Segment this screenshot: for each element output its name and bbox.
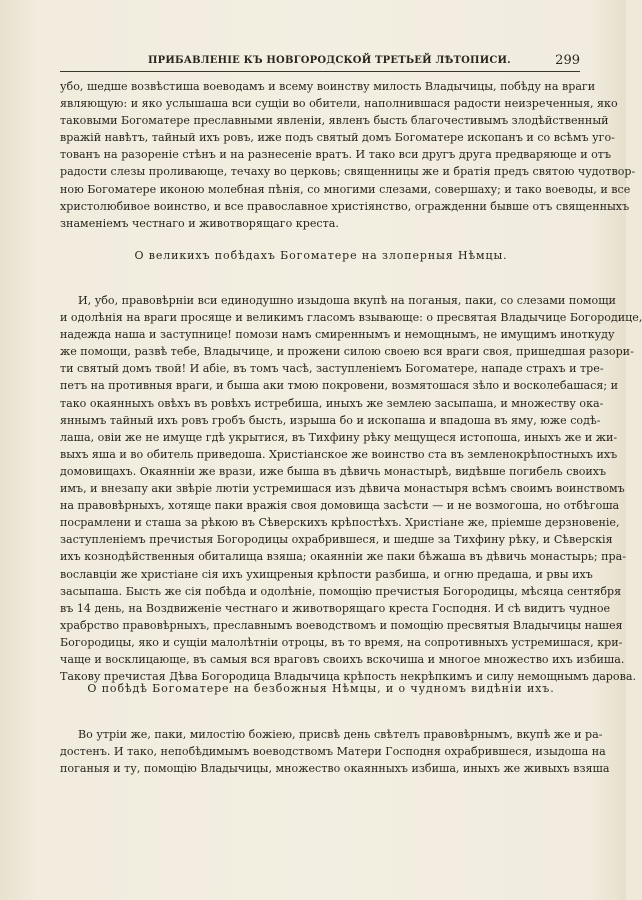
- text-line: ти святый домъ твой! И абіе, въ томъ часѣ, заступленіемъ Богоматере, нападе страхъ и тре-: [60, 362, 604, 376]
- page-number: 299: [555, 53, 580, 68]
- text-line: ною Богоматере иконою молебная пѣнія, со многими слезами, совершаху; и тако воеводы, и все: [60, 182, 631, 196]
- section-heading-1: О великихъ побѣдахъ Богоматере на злоперныя Нѣмцы.: [134, 249, 508, 262]
- text-line: поганыя и ту, помощію Владычицы, множество окаянныхъ избиша, иныхъ же живыхъ взяша: [60, 762, 610, 776]
- text-line: тако окаянныхъ овѣхъ въ ровѣхъ истребиша, иныхъ же землею засыпаша, и множеству ока-: [60, 396, 604, 410]
- text-line: надежда наша и заступнице! помози намъ смиреннымъ и немощнымъ, не имущимъ иноткуду: [60, 328, 615, 342]
- text-line: вославціи же христіане сія ихъ ухищреныя крѣпости разбиша, и огню предаша, и рвы ихъ: [60, 567, 593, 581]
- text-line: христолюбивое воинство, и все православное христіянство, огражденни бывше отъ священныхъ: [60, 199, 630, 213]
- text-line: ихъ кознодѣйственныя обиталища взяша; окаянніи же паки бѣжаша въ дѣвичь монастырь; пра-: [60, 550, 627, 564]
- text-line: таковыми Богоматере преславными явленіи, явленъ бысть благочестивымъ злодѣйственный: [60, 114, 609, 128]
- paragraph-1: [60, 78, 636, 232]
- text-line: достенъ. И тако, непобѣдимымъ воеводствомъ Матери Господня охрабрившеся, изыдоша на: [60, 745, 606, 759]
- text-line: лаша, овіи же не имуще гдѣ укрытися, въ Тихфину рѣку мещущеся истопоша, иныхъ же и жи-: [60, 430, 618, 444]
- text-line: и одолѣнія на враги просяще и великимъ гласомъ взывающе: о пресвятая Владычице Богородице,: [60, 311, 642, 325]
- text-line: же помощи, развѣ тебе, Владычице, и прожени силою своею вся враги своя, пришедшая разори-: [60, 345, 634, 359]
- text-line: домовищахъ. Окаяннiи же врази, иже быша въ дѣвичь монастырѣ, видѣвше погибель своихъ: [60, 464, 607, 478]
- text-line: Богородицы, яко и сущіи малолѣтніи отроцы, въ то время, на сопротивныхъ устремишася, кри-: [60, 635, 623, 649]
- paragraph-3: [60, 726, 610, 777]
- text-line: Во утріи же, паки, милостію божіею, присвѣ день свѣтелъ правовѣрнымъ, вкупѣ же и ра-: [78, 728, 603, 741]
- paragraph-2: [60, 292, 642, 685]
- text-line: чаще и восклицающе, въ самыя вся враговъ своихъ вскочиша и многое множество ихъ избиша.: [60, 652, 625, 666]
- text-line: являющую: и яко услышаша вси сущіи во обители, наполнившася радости неизреченныя, яко: [60, 97, 618, 111]
- text-line: петъ на противныя враги, и быша аки тмою покровени, возмятошася зѣло и восколебашася; и: [60, 379, 619, 393]
- text-line: яннымъ тайный ихъ ровъ гробъ бысть, изрыша бо и ископаша и впадоша въ яму, юже содѣ-: [60, 413, 601, 427]
- text-line: на правовѣрныхъ, хотяще паки вражія своя домовища засѣсти — и не возмогоша, но отбѣгоша: [60, 499, 620, 513]
- running-title: ПРИБАВЛЕНІЕ КЪ НОВГОРОДСКОЙ ТРЕТЬЕЙ ЛѢТОПИСИ.: [148, 55, 511, 66]
- text-line: выхъ яша и во обитель приведоша. Христіанское же воинство ста въ земленокрѣпостныхъ ихъ: [60, 447, 618, 461]
- text-line: засыпаша. Бысть же сія побѣда и одолѣніе, помощію пречистыя Богородицы, мѣсяца сентября: [60, 584, 622, 598]
- text-line: въ 14 день, на Воздвиженіе честнаго и животворящаго креста Господня. И сѣ видитъ чудное: [60, 601, 611, 615]
- text-line: тованъ на разореніе стѣнъ и на разнесеніе вратъ. И тако вси другъ друга предваряюще и отъ: [60, 148, 612, 162]
- text-line: И, убо, правовѣрніи вси единодушно изыдоша вкупѣ на поганыя, паки, со слезами помощи: [78, 294, 616, 307]
- text-line: знаменіемъ честнаго и животворящаго креста.: [60, 216, 339, 230]
- text-line: вражій навѣтъ, тайный ихъ ровъ, иже подъ святый домъ Богоматере ископанъ и со всѣмъ уго-: [60, 131, 615, 145]
- text-line: посрамлени и сташа за рѣкою въ Сѣверскихъ крѣпостѣхъ. Христіане же, пріемше дерзновеніе,: [60, 516, 620, 530]
- text-line: заступленіемъ пречистыя Богородицы охрабрившеся, и шедше за Тихфину рѣку, и Сѣверскія: [60, 533, 613, 547]
- text-line: убо, шедше возвѣстиша воеводамъ и всему воинству милость Владычицы, побѣду на враги: [60, 80, 596, 93]
- text-line: Такову пречистая Дѣва Богородица Владычица крѣпость некрѣпкимъ и силу немощнымъ дарова.: [60, 670, 636, 684]
- text-line: имъ, и внезапу аки звѣріе лютіи устремишася изъ дѣвича монастыря всѣмъ своимъ воинствомъ: [60, 482, 625, 496]
- header-rule: [60, 71, 580, 72]
- text-line: храбрство правовѣрныхъ, преславнымъ воеводствомъ и помощію пресвятыя Владычицы нашея: [60, 618, 623, 632]
- text-line: радости слезы проливающе, течаху во церковь; священницы же и братія предъ святою чудотвор-: [60, 165, 636, 179]
- section-heading-2: О побѣдѣ Богоматере на безбожныя Нѣмцы, и о чудномъ видѣніи ихъ.: [87, 682, 555, 695]
